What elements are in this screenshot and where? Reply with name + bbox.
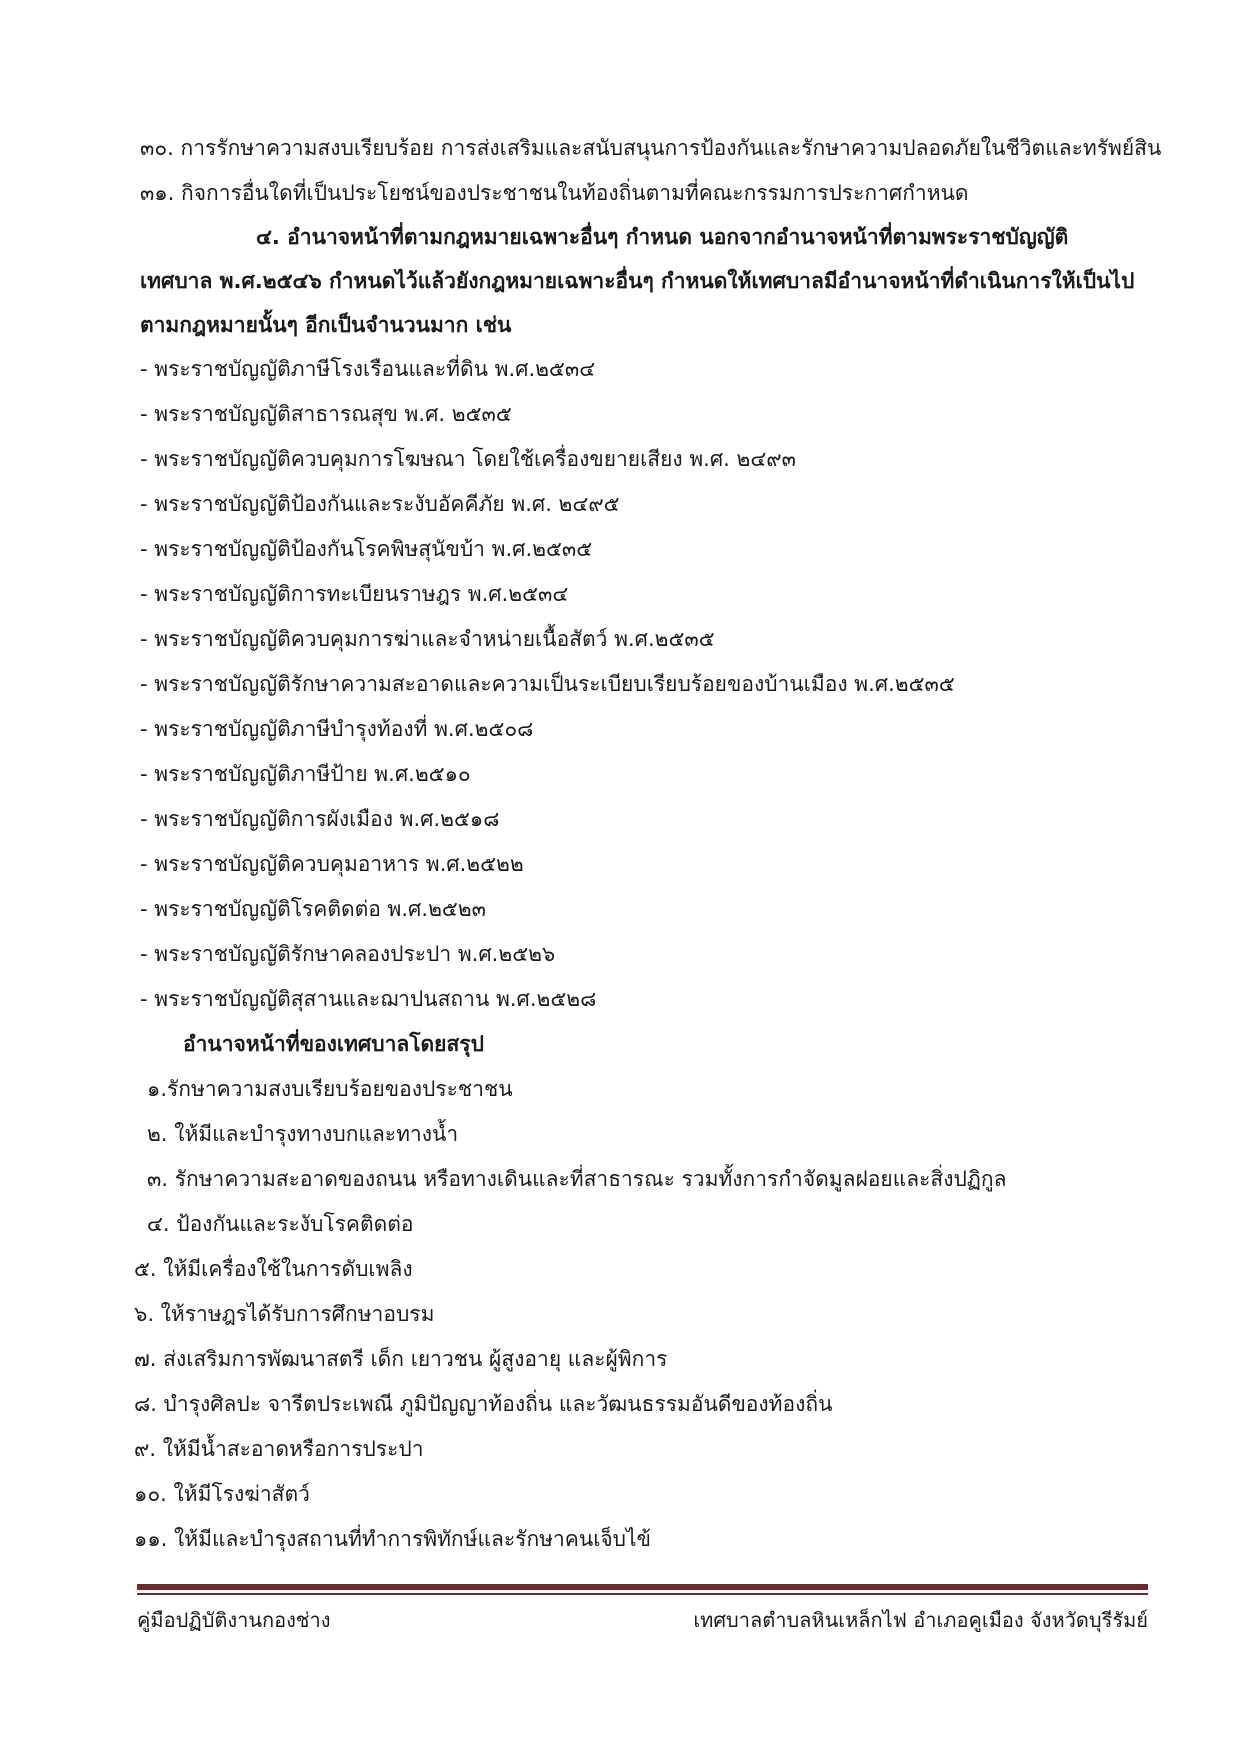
summary-item: ๓. รักษาความสะอาดของถนน หรือทางเดินและที่สาธารณะ รวมทั้งการกำจัดมูลฝอยและสิ่งปฏิกูล [147,1167,1007,1191]
summary-item: ๑.รักษาความสงบเรียบร้อยของประชาชน [147,1077,513,1101]
footer-rule-thin [137,1593,1148,1595]
summary-item: ๒. ให้มีและบำรุงทางบกและทางน้ำ [147,1122,459,1146]
act-item: - พระราชบัญญัติรักษาคลองประปา พ.ศ.๒๕๒๖ [140,942,556,966]
act-item: - พระราชบัญญัติควบคุมการโฆษณา โดยใช้เครื่องขยายเสียง พ.ศ. ๒๔๙๓ [140,447,796,471]
summary-item: ๔. ป้องกันและระงับโรคติดต่อ [147,1212,414,1236]
footer-left: คู่มือปฏิบัติงานกองช่าง [137,1608,331,1632]
act-item: - พระราชบัญญัติป้องกันโรคพิษสุนัขบ้า พ.ศ.๒๕๓๕ [140,537,593,561]
summary-item: ๙. ให้มีน้ำสะอาดหรือการประปา [134,1437,424,1461]
act-item: - พระราชบัญญัติควบคุมการฆ่าและจำหน่ายเนื้อสัตว์ พ.ศ.๒๕๓๕ [140,627,715,651]
act-item: - พระราชบัญญัติสาธารณสุข พ.ศ. ๒๕๓๕ [140,402,512,426]
footer-right: เทศบาลตำบลหินเหล็กไฟ อำเภอคูเมือง จังหวัดบุรีรัมย์ [693,1608,1148,1632]
section-4-line-3: ตามกฎหมายนั้นๆ อีกเป็นจำนวนมาก เช่น [140,313,512,337]
act-item: - พระราชบัญญัติภาษีป้าย พ.ศ.๒๕๑๐ [140,762,471,786]
act-item: - พระราชบัญญัติภาษีบำรุงท้องที่ พ.ศ.๒๕๐๘ [140,717,534,741]
summary-item: ๘. บำรุงศิลปะ จารีตประเพณี ภูมิปัญญาท้องถิ่น และวัฒนธรรมอันดีของท้องถิ่น [134,1392,833,1416]
summary-item: ๑๐. ให้มีโรงฆ่าสัตว์ [134,1482,310,1506]
summary-item: ๖. ให้ราษฎรได้รับการศึกษาอบรม [134,1302,435,1326]
summary-item: ๕. ให้มีเครื่องใช้ในการดับเพลิง [134,1257,413,1281]
section-4-line-2: เทศบาล พ.ศ.๒๕๔๖ กำหนดไว้แล้วยังกฎหมายเฉพาะอื่นๆ กำหนดให้เทศบาลมีอำนาจหน้าที่ดำเนินการให้เป็นไป [140,269,1135,293]
summary-item: ๑๑. ให้มีและบำรุงสถานที่ทำการพิทักษ์และรักษาคนเจ็บไข้ [134,1527,651,1551]
act-item: - พระราชบัญญัติป้องกันและระงับอัคคีภัย พ.ศ. ๒๔๙๕ [140,492,620,516]
summary-item: ๗. ส่งเสริมการพัฒนาสตรี เด็ก เยาวชน ผู้สูงอายุ และผู้พิการ [134,1347,668,1371]
act-item: - พระราชบัญญัติภาษีโรงเรือนและที่ดิน พ.ศ.๒๕๓๔ [140,357,596,381]
act-item: - พระราชบัญญัติการผังเมือง พ.ศ.๒๕๑๘ [140,807,500,831]
item-30: ๓๐. การรักษาความสงบเรียบร้อย การส่งเสริมและสนับสนุนการป้องกันและรักษาความปลอดภัยในชีวิตและทรัพย์สิน [140,136,1162,160]
act-item: - พระราชบัญญัติโรคติดต่อ พ.ศ.๒๕๒๓ [140,897,486,921]
act-item: - พระราชบัญญัติควบคุมอาหาร พ.ศ.๒๕๒๒ [140,852,524,876]
act-item: - พระราชบัญญัติการทะเบียนราษฎร พ.ศ.๒๕๓๔ [140,582,569,606]
item-31: ๓๑. กิจการอื่นใดที่เป็นประโยชน์ของประชาชนในท้องถิ่นตามที่คณะกรรมการประกาศกำหนด [140,181,969,205]
summary-heading: อำนาจหน้าที่ของเทศบาลโดยสรุป [183,1032,484,1056]
act-item: - พระราชบัญญัติสุสานและฌาปนสถาน พ.ศ.๒๕๒๘ [140,987,597,1011]
section-4-line-1: ๔. อำนาจหน้าที่ตามกฎหมายเฉพาะอื่นๆ กำหนด นอกจากอำนาจหน้าที่ตามพระราชบัญญัติ [256,225,1069,249]
footer-rule-thick [137,1584,1148,1590]
act-item: - พระราชบัญญัติรักษาความสะอาดและความเป็นระเบียบเรียบร้อยของบ้านเมือง พ.ศ.๒๕๓๕ [140,672,955,696]
